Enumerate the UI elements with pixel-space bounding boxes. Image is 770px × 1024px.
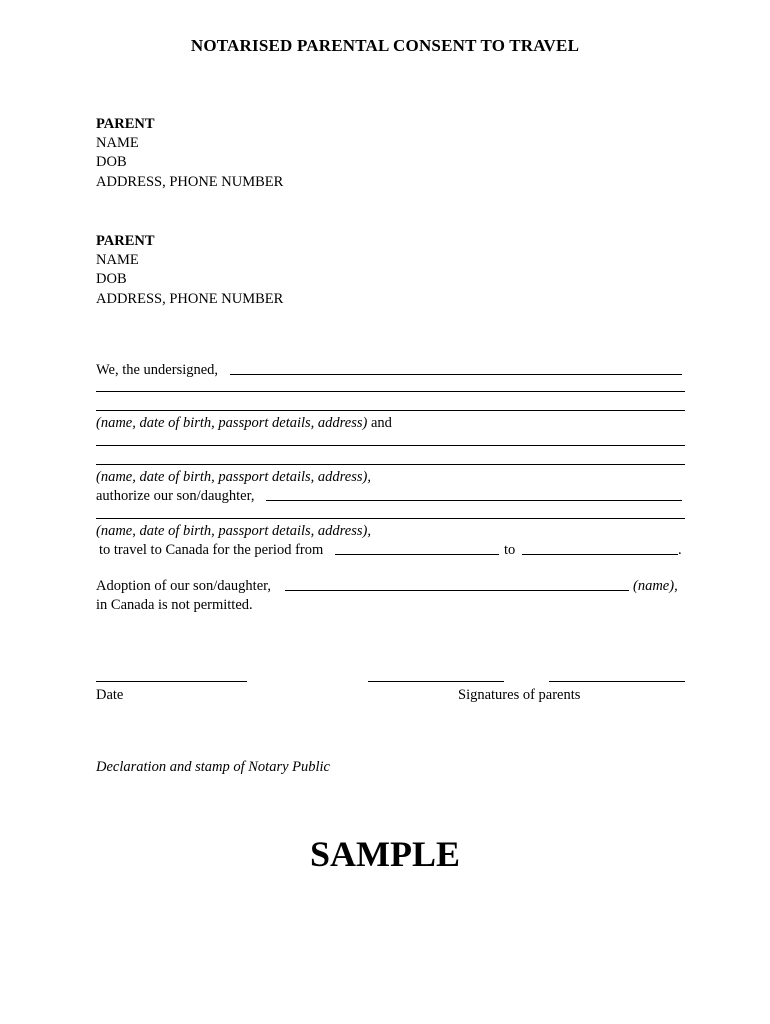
parent-1-name: NAME [96, 135, 139, 151]
details-blank-line[interactable] [96, 391, 685, 392]
details-blank-line[interactable] [96, 410, 685, 411]
parent-2-address: ADDRESS, PHONE NUMBER [96, 291, 284, 307]
adoption-label: Adoption of our son/daughter, [96, 578, 272, 594]
name-note: (name), [633, 578, 678, 594]
parent-2-dob: DOB [96, 271, 127, 287]
authorize-label: authorize our son/daughter, [96, 488, 255, 504]
travel-label: to travel to Canada for the period from [99, 542, 324, 558]
not-permitted-text: in Canada is not permitted. [96, 597, 253, 613]
parent-signature-line-2[interactable] [549, 681, 685, 682]
period-from-blank[interactable] [335, 554, 499, 555]
parent-1-heading: PARENT [96, 116, 155, 132]
undersigned-label: We, the undersigned, [96, 362, 219, 378]
period-to-blank[interactable] [522, 554, 678, 555]
sample-watermark: SAMPLE [309, 834, 460, 874]
parent-1-address: ADDRESS, PHONE NUMBER [96, 174, 284, 190]
adoption-name-blank[interactable] [285, 590, 629, 591]
date-signature-line[interactable] [96, 681, 247, 682]
details-note-2: (name, date of birth, passport details, address), [96, 469, 371, 485]
details-note-1: (name, date of birth, passport details, address) [96, 415, 368, 431]
parent-1-dob: DOB [96, 154, 127, 170]
date-label: Date [96, 687, 124, 703]
details-blank-line[interactable] [96, 518, 685, 519]
details-blank-line[interactable] [96, 445, 685, 446]
child-name-blank[interactable] [266, 500, 682, 501]
period-end: . [678, 542, 682, 558]
parent-2-name: NAME [96, 252, 139, 268]
parent-2-heading: PARENT [96, 233, 155, 249]
and-text: and [367, 415, 392, 431]
notary-declaration-label: Declaration and stamp of Notary Public [96, 759, 330, 775]
details-note-line [96, 414, 392, 432]
parent-signature-line-1[interactable] [368, 681, 504, 682]
undersigned-blank[interactable] [230, 374, 682, 375]
details-note-3: (name, date of birth, passport details, address), [96, 523, 371, 539]
document-title: NOTARISED PARENTAL CONSENT TO TRAVEL [190, 36, 580, 55]
to-label: to [504, 542, 516, 558]
signatures-label: Signatures of parents [458, 687, 581, 703]
details-blank-line[interactable] [96, 464, 685, 465]
